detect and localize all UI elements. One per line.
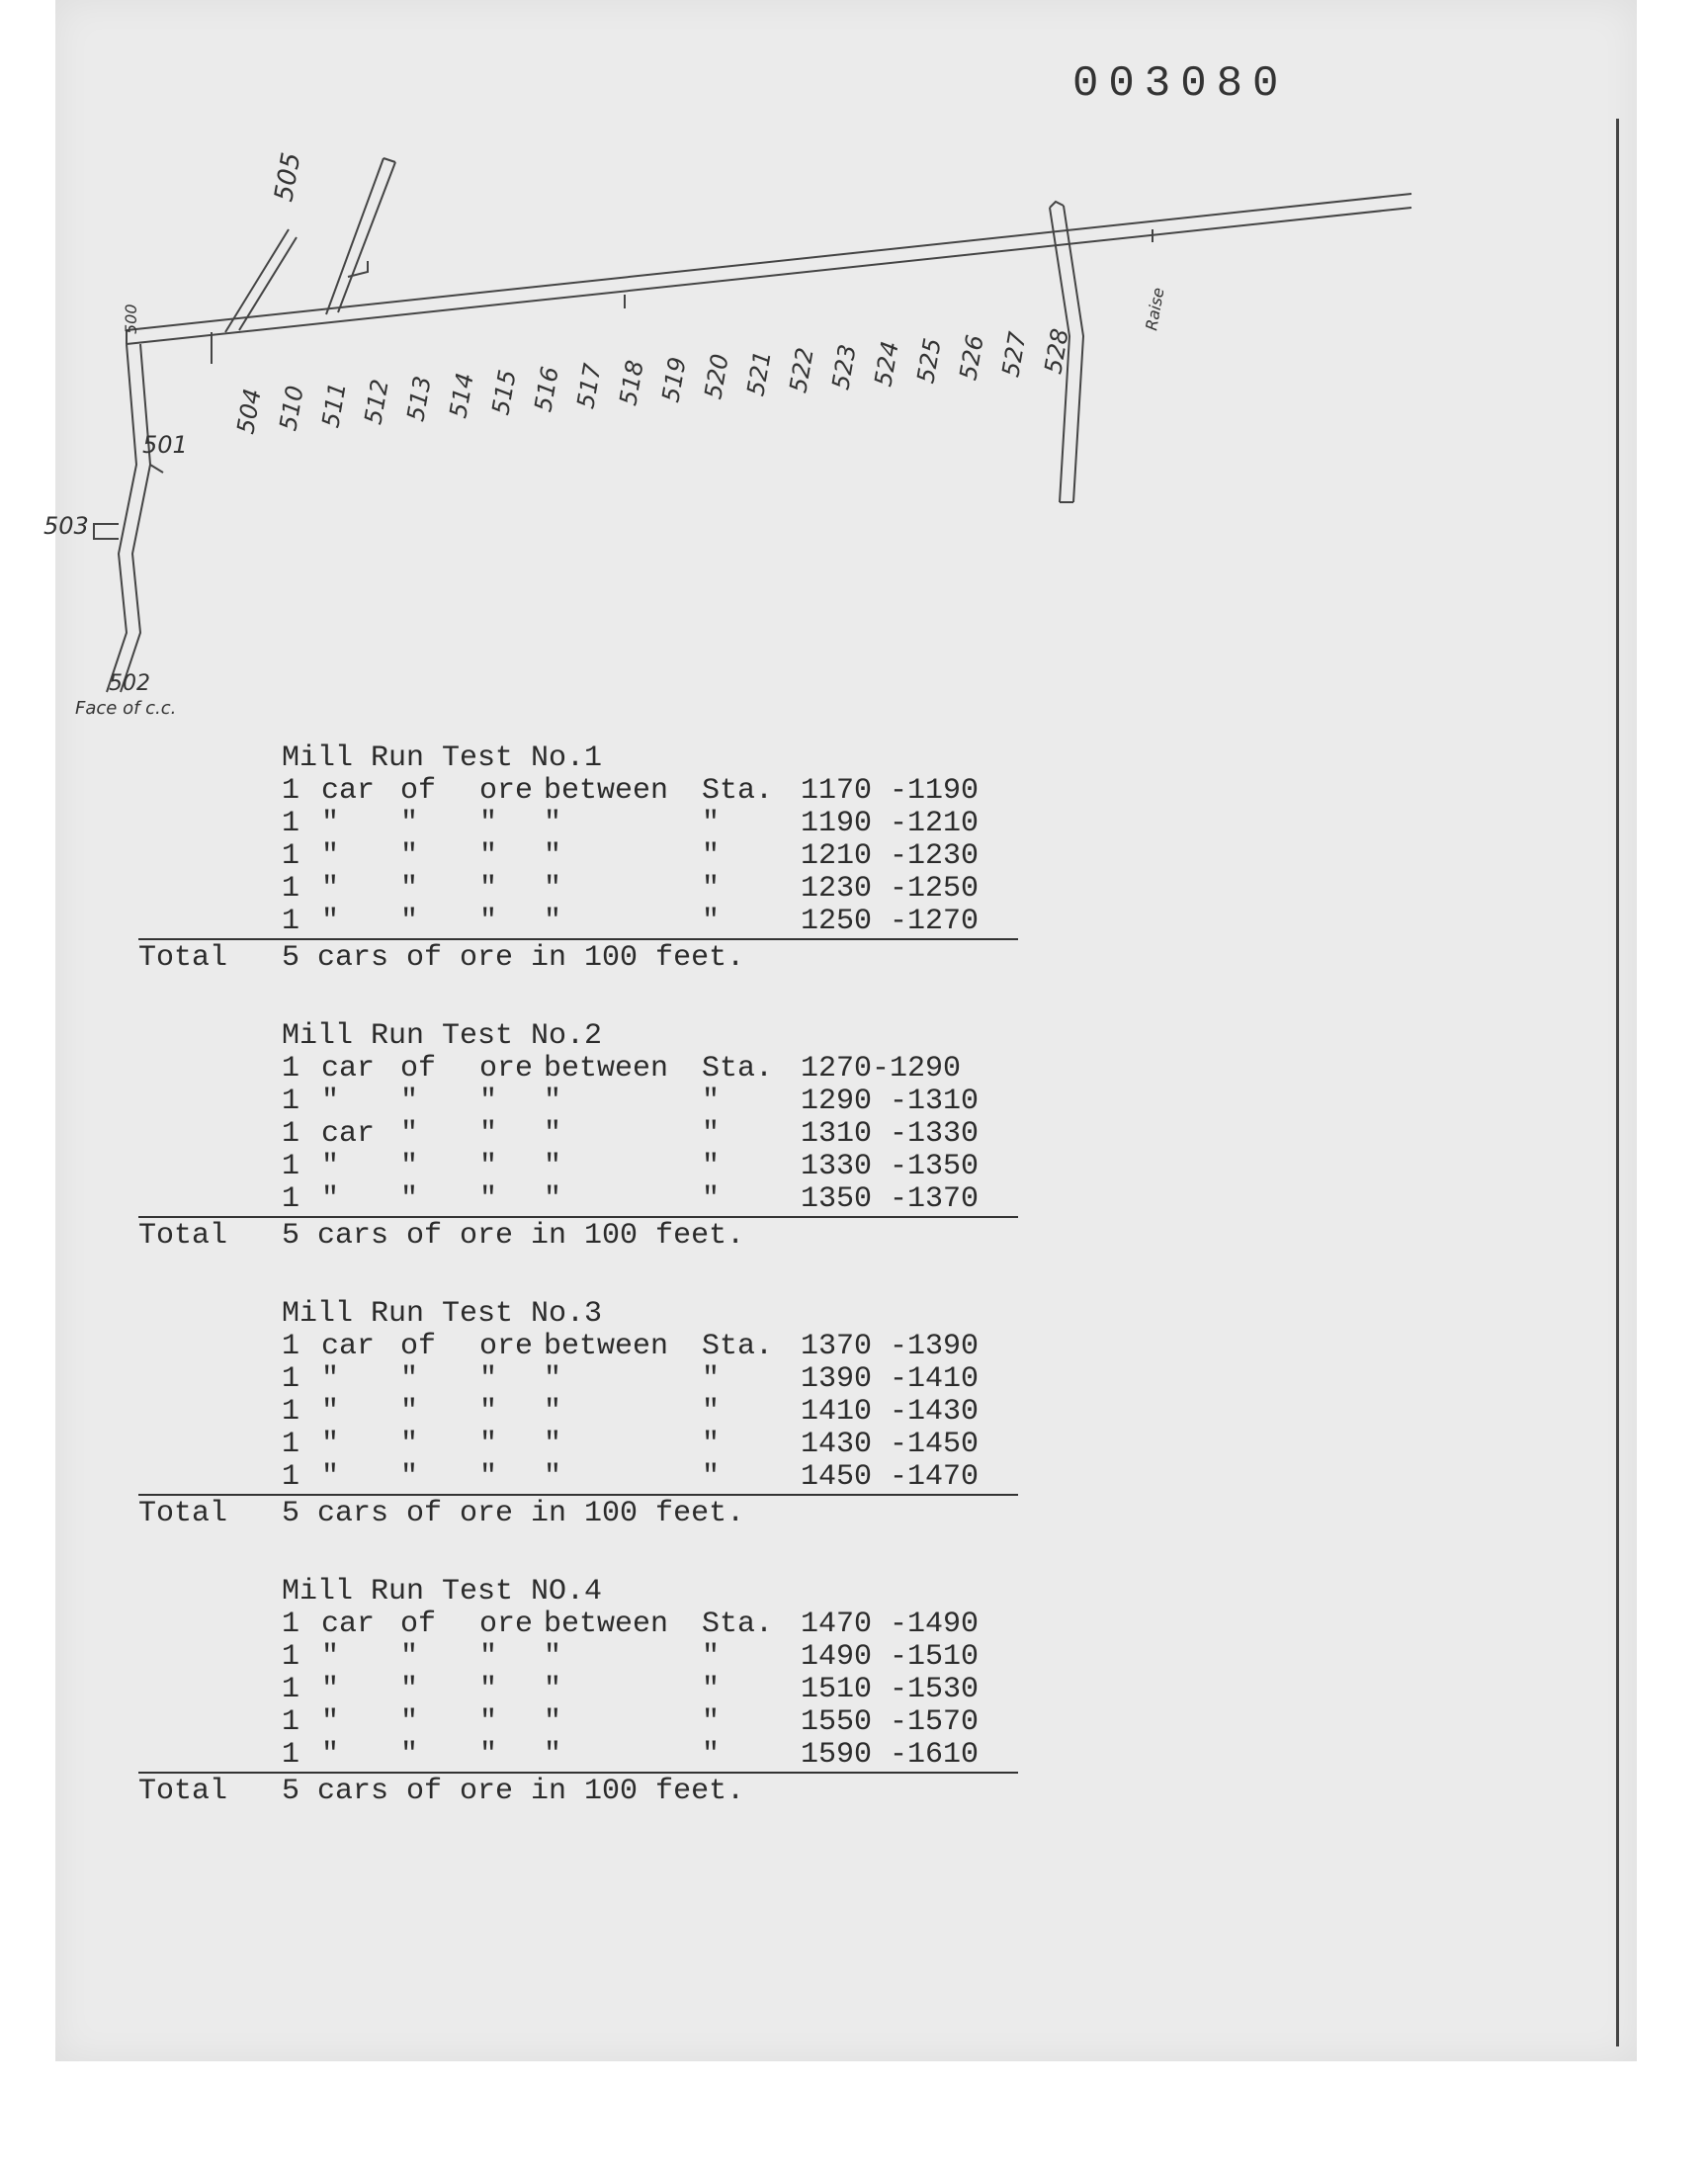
mill-run-test (138, 741, 1127, 976)
total-row (138, 1774, 1127, 1809)
test-row (138, 1086, 1127, 1118)
cell-qty: 1 (282, 807, 300, 840)
cell-to: -1190 (890, 774, 980, 808)
cell-sta: " (702, 1673, 721, 1706)
cell-to: -1510 (890, 1640, 980, 1674)
cell-between: between (544, 1330, 669, 1363)
cell-between: " (544, 1085, 562, 1118)
cell-from: 1450 (801, 1460, 873, 1494)
cell-sta: " (702, 1117, 721, 1151)
cell-from: 1270- (801, 1052, 891, 1086)
test-row (138, 906, 1018, 940)
station-label: 517 (571, 361, 607, 411)
cell-car: " (321, 1150, 340, 1183)
cell-of: of (400, 1052, 437, 1086)
cell-of: " (400, 905, 419, 938)
cell-from: 1470 (801, 1608, 873, 1641)
cell-from: 1330 (801, 1150, 873, 1183)
cell-to: -1570 (890, 1705, 980, 1739)
cell-ore: ore (479, 774, 534, 808)
station-label: 525 (911, 335, 947, 386)
cell-from: 1390 (801, 1362, 873, 1396)
station-label: 524 (869, 339, 904, 390)
cell-between: " (544, 839, 562, 873)
total-row (138, 1496, 1127, 1531)
cell-ore: " (479, 839, 498, 873)
cell-car: " (321, 872, 340, 906)
cell-ore: " (479, 1640, 498, 1674)
test-heading: Mill Run Test No.2 (282, 1019, 603, 1053)
test-row (138, 1183, 1018, 1218)
test-heading: Mill Run Test No.1 (282, 741, 603, 775)
mill-run-tests (138, 741, 1127, 1853)
cell-qty: 1 (282, 1460, 300, 1494)
cell-sta: " (702, 1738, 721, 1772)
cell-of: " (400, 1182, 419, 1216)
cell-ore: " (479, 1460, 498, 1494)
label-raise-top: 505 (269, 150, 307, 205)
cell-between: between (544, 1608, 669, 1641)
total-row (138, 940, 1127, 976)
cell-between: " (544, 1182, 562, 1216)
main-drift (127, 194, 1411, 344)
cell-sta: " (702, 1640, 721, 1674)
cell-car: " (321, 1460, 340, 1494)
cell-between: " (544, 1150, 562, 1183)
cell-sta: Sta. (702, 1608, 774, 1641)
cell-to: -1610 (890, 1738, 980, 1772)
cell-car: car (321, 1117, 376, 1151)
cell-ore: " (479, 1085, 498, 1118)
cell-qty: 1 (282, 1738, 300, 1772)
cell-car: car (321, 774, 376, 808)
cell-car: " (321, 1738, 340, 1772)
cell-car: " (321, 1182, 340, 1216)
test-row (138, 1739, 1018, 1774)
cell-between: " (544, 1738, 562, 1772)
cell-between: " (544, 1640, 562, 1674)
cell-car: " (321, 1085, 340, 1118)
cell-to: -1390 (890, 1330, 980, 1363)
cell-from: 1430 (801, 1428, 873, 1461)
label-502: 502 (109, 671, 150, 696)
cell-to: -1310 (890, 1085, 980, 1118)
test-row (138, 1053, 1127, 1086)
test-row (138, 1396, 1127, 1429)
cell-to: -1370 (890, 1182, 980, 1216)
station-label: 504 (231, 387, 267, 437)
cell-from: 1230 (801, 872, 873, 906)
cell-sta: " (702, 872, 721, 906)
cell-qty: 1 (282, 1362, 300, 1396)
station-label: 521 (741, 348, 777, 398)
cell-qty: 1 (282, 774, 300, 808)
cell-of: of (400, 1330, 437, 1363)
station-label: 519 (656, 355, 692, 405)
cell-from: 1370 (801, 1330, 873, 1363)
total-text: 5 cars of ore in 100 feet. (282, 1497, 745, 1530)
total-row (138, 1218, 1127, 1254)
station-label: 510 (274, 383, 309, 433)
cell-of: " (400, 1117, 419, 1151)
test-row (138, 1674, 1127, 1706)
cell-from: 1210 (801, 839, 873, 873)
cell-qty: 1 (282, 872, 300, 906)
cell-car: " (321, 1673, 340, 1706)
test-row (138, 808, 1127, 840)
cell-ore: " (479, 1182, 498, 1216)
cell-qty: 1 (282, 1428, 300, 1461)
cell-ore: " (479, 1738, 498, 1772)
station-label: 520 (699, 351, 734, 401)
cell-from: 1290 (801, 1085, 873, 1118)
total-label: Total (138, 1775, 228, 1808)
cell-of: " (400, 1738, 419, 1772)
cell-of: " (400, 1150, 419, 1183)
cell-sta: Sta. (702, 774, 774, 808)
station-label: 514 (444, 371, 479, 421)
cell-between: " (544, 1362, 562, 1396)
label-face: Face of c.c. (75, 698, 177, 719)
label-501: 501 (142, 431, 188, 459)
station-labels (231, 326, 1074, 436)
cell-to: -1210 (890, 807, 980, 840)
cell-from: 1250 (801, 905, 873, 938)
cell-from: 1350 (801, 1182, 873, 1216)
cell-between: " (544, 1673, 562, 1706)
cell-to: -1250 (890, 872, 980, 906)
total-label: Total (138, 1497, 228, 1530)
cell-between: " (544, 1428, 562, 1461)
cell-to: -1350 (890, 1150, 980, 1183)
cell-car: car (321, 1052, 376, 1086)
cell-between: " (544, 807, 562, 840)
cell-ore: " (479, 1395, 498, 1429)
cell-from: 1550 (801, 1705, 873, 1739)
total-text: 5 cars of ore in 100 feet. (282, 1219, 745, 1253)
cell-of: " (400, 807, 419, 840)
cell-to: -1410 (890, 1362, 980, 1396)
cell-ore: ore (479, 1330, 534, 1363)
cell-to: -1490 (890, 1608, 980, 1641)
cell-to: -1450 (890, 1428, 980, 1461)
station-label: 527 (996, 329, 1032, 380)
test-row (138, 1118, 1127, 1151)
cell-from: 1590 (801, 1738, 873, 1772)
total-label: Total (138, 941, 228, 975)
cell-ore: " (479, 1150, 498, 1183)
label-raise: Raise (1142, 286, 1168, 332)
cell-car: " (321, 1395, 340, 1429)
cell-ore: " (479, 807, 498, 840)
label-top-left: 500 (122, 304, 140, 334)
total-text: 5 cars of ore in 100 feet. (282, 1775, 745, 1808)
cell-to: -1330 (890, 1117, 980, 1151)
cell-car: " (321, 1428, 340, 1461)
cell-of: " (400, 1085, 419, 1118)
test-row (138, 1641, 1127, 1674)
cell-of: " (400, 1460, 419, 1494)
cell-from: 1190 (801, 807, 873, 840)
cell-of: " (400, 1362, 419, 1396)
cell-from: 1510 (801, 1673, 873, 1706)
station-label: 513 (401, 374, 437, 424)
cell-ore: " (479, 1673, 498, 1706)
cell-to: 1290 (890, 1052, 962, 1086)
cell-sta: Sta. (702, 1330, 774, 1363)
mill-run-test (138, 1575, 1127, 1809)
cell-car: " (321, 807, 340, 840)
station-label: 526 (954, 332, 989, 383)
cell-between: " (544, 1705, 562, 1739)
cell-between: " (544, 1117, 562, 1151)
test-row (138, 873, 1127, 906)
cell-from: 1170 (801, 774, 873, 808)
station-label: 518 (614, 358, 649, 408)
cell-qty: 1 (282, 1395, 300, 1429)
mill-run-test (138, 1019, 1127, 1254)
cell-car: car (321, 1608, 376, 1641)
station-label: 512 (359, 377, 394, 427)
test-row (138, 775, 1127, 808)
cell-qty: 1 (282, 1085, 300, 1118)
cell-to: -1230 (890, 839, 980, 873)
label-503: 503 (43, 512, 89, 540)
cell-car: " (321, 905, 340, 938)
test-row (138, 1331, 1127, 1363)
cell-car: " (321, 1362, 340, 1396)
cell-ore: " (479, 1428, 498, 1461)
cell-sta: " (702, 905, 721, 938)
station-label: 515 (486, 367, 522, 417)
cell-between: " (544, 1395, 562, 1429)
mill-run-test (138, 1297, 1127, 1531)
cell-of: " (400, 1395, 419, 1429)
cell-of: " (400, 1705, 419, 1739)
cell-between: " (544, 872, 562, 906)
cell-sta: " (702, 1395, 721, 1429)
test-row (138, 840, 1127, 873)
cell-sta: " (702, 1362, 721, 1396)
upper-branches (225, 158, 395, 332)
cell-between: between (544, 774, 669, 808)
test-row (138, 1706, 1127, 1739)
cell-from: 1410 (801, 1395, 873, 1429)
cell-car: " (321, 1640, 340, 1674)
cell-ore: ore (479, 1608, 534, 1641)
cell-sta: " (702, 1460, 721, 1494)
cell-to: -1530 (890, 1673, 980, 1706)
cell-sta: Sta. (702, 1052, 774, 1086)
cell-qty: 1 (282, 1608, 300, 1641)
cell-from: 1310 (801, 1117, 873, 1151)
cell-from: 1490 (801, 1640, 873, 1674)
cell-between: " (544, 1460, 562, 1494)
cell-car: " (321, 1705, 340, 1739)
station-label: 523 (826, 342, 862, 392)
cell-of: " (400, 1640, 419, 1674)
cell-sta: " (702, 1182, 721, 1216)
cell-qty: 1 (282, 1673, 300, 1706)
cell-sta: " (702, 807, 721, 840)
cell-car: car (321, 1330, 376, 1363)
cell-ore: " (479, 1117, 498, 1151)
test-row (138, 1461, 1018, 1496)
cell-ore: " (479, 1362, 498, 1396)
cell-qty: 1 (282, 1150, 300, 1183)
cell-of: " (400, 839, 419, 873)
test-row (138, 1609, 1127, 1641)
cell-qty: 1 (282, 1705, 300, 1739)
document-number: 003080 (1072, 59, 1289, 109)
cell-ore: " (479, 872, 498, 906)
cell-between: between (544, 1052, 669, 1086)
cell-sta: " (702, 839, 721, 873)
cell-car: " (321, 839, 340, 873)
cell-of: " (400, 1673, 419, 1706)
cell-of: " (400, 1428, 419, 1461)
cell-between: " (544, 905, 562, 938)
test-row (138, 1363, 1127, 1396)
cell-sta: " (702, 1705, 721, 1739)
cell-qty: 1 (282, 1640, 300, 1674)
test-row (138, 1151, 1127, 1183)
cell-of: " (400, 872, 419, 906)
cell-qty: 1 (282, 905, 300, 938)
cell-ore: " (479, 1705, 498, 1739)
cell-qty: 1 (282, 1330, 300, 1363)
total-text: 5 cars of ore in 100 feet. (282, 941, 745, 975)
test-heading: Mill Run Test NO.4 (282, 1575, 603, 1609)
cell-of: of (400, 774, 437, 808)
cell-qty: 1 (282, 1182, 300, 1216)
mine-level-sketch (0, 0, 1708, 751)
cell-sta: " (702, 1150, 721, 1183)
station-label: 511 (316, 380, 352, 430)
test-row (138, 1429, 1127, 1461)
station-label: 522 (784, 345, 819, 395)
cell-of: of (400, 1608, 437, 1641)
cell-qty: 1 (282, 839, 300, 873)
station-label: 528 (1039, 326, 1074, 377)
cell-sta: " (702, 1085, 721, 1118)
total-label: Total (138, 1219, 228, 1253)
cell-ore: " (479, 905, 498, 938)
cell-qty: 1 (282, 1052, 300, 1086)
station-label: 516 (529, 364, 564, 414)
cell-to: -1470 (890, 1460, 980, 1494)
cell-to: -1270 (890, 905, 980, 938)
cell-to: -1430 (890, 1395, 980, 1429)
cell-ore: ore (479, 1052, 534, 1086)
test-heading: Mill Run Test No.3 (282, 1297, 603, 1331)
cell-sta: " (702, 1428, 721, 1461)
cell-qty: 1 (282, 1117, 300, 1151)
left-crosscut (94, 344, 163, 692)
